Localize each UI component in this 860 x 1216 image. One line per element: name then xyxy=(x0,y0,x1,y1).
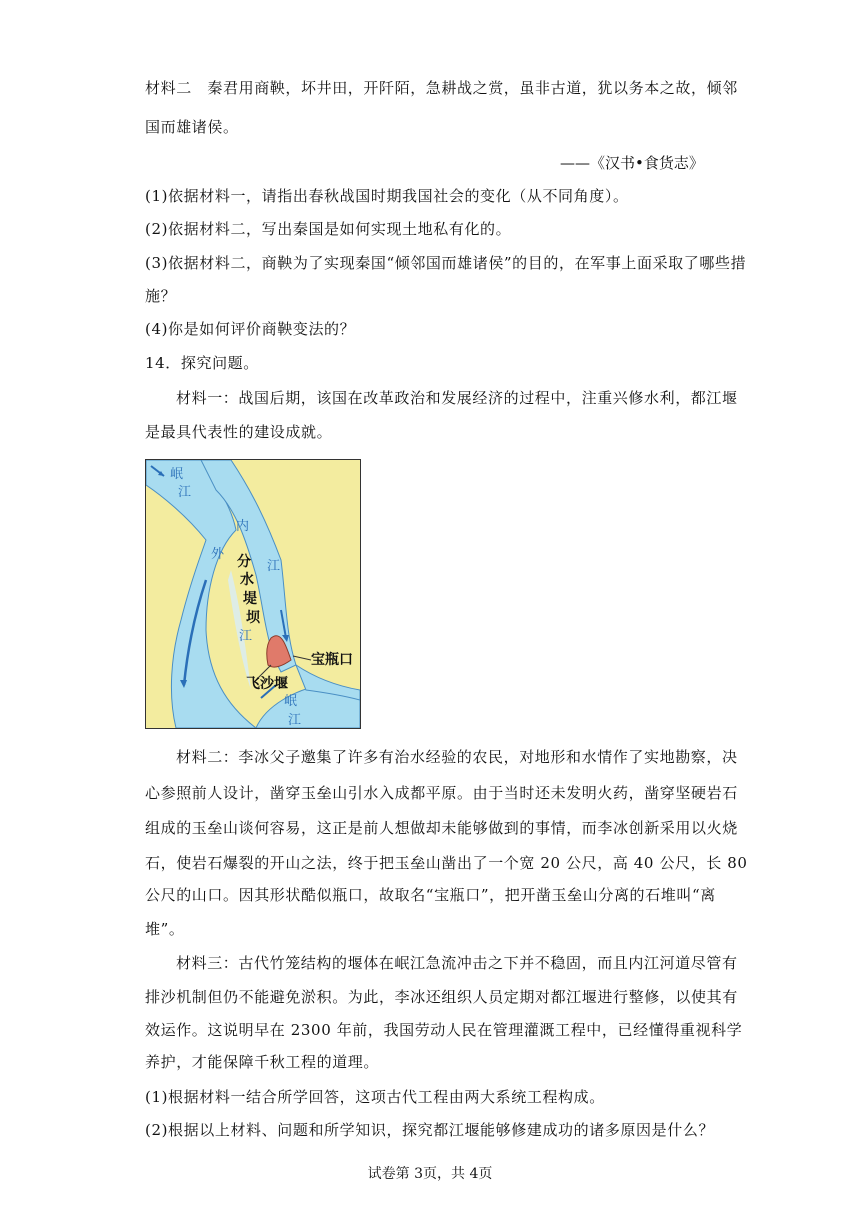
map-label-min-bottom: 岷 xyxy=(284,694,298,709)
map-label-wai: 外 xyxy=(211,547,225,562)
q14-material1-line1: 材料一：战国后期，该国在改革政治和发展经济的过程中，注重兴修水利，都江堰 xyxy=(176,389,738,407)
question-13-1: (1)依据材料一，请指出春秋战国时期我国社会的变化（从不同角度）。 xyxy=(145,187,629,205)
map-label-min-top: 岷 xyxy=(170,467,184,482)
map-label-nei: 内 xyxy=(236,519,250,534)
material2-line2: 国而雄诸侯。 xyxy=(145,118,239,136)
question-13-4: (4)你是如何评价商鞅变法的？ xyxy=(145,320,356,338)
question-14-title: 14．探究问题。 xyxy=(145,354,259,372)
question-14-1: (1)根据材料一结合所学回答，这项古代工程由两大系统工程构成。 xyxy=(145,1088,605,1106)
map-label-feishayan: 飞沙堰 xyxy=(246,676,288,692)
question-13-3-cont: 施？ xyxy=(145,287,177,305)
q14-material2-line6: 堆”。 xyxy=(145,920,185,938)
q14-material3-line2: 排沙机制但仍不能避免淤积。为此，李冰还组织人员定期对都江堰进行整修，以使其有 xyxy=(145,988,738,1006)
map-label-dam-4: 坝 xyxy=(246,610,260,626)
dujiangyan-map-graphic xyxy=(146,460,360,728)
q14-material3-line3: 效运作。这说明早在 2300 年前，我国劳动人民在管理灌溉工程中，已经懂得重视科学 xyxy=(145,1021,743,1039)
q14-material2-line1: 材料二：李冰父子邀集了许多有治水经验的农民，对地形和水情作了实地勘察，决 xyxy=(176,748,738,766)
map-label-min-top2: 江 xyxy=(178,485,192,500)
q14-material2-line2: 心参照前人设计，凿穿玉垒山引水入成都平原。由于当时还未发明火药，凿穿坚硬岩石 xyxy=(145,784,738,802)
q14-material2-line4: 石，使岩石爆裂的开山之法，终于把玉垒山凿出了一个宽 20 公尺，高 40 公尺，长 80 xyxy=(145,854,748,872)
question-14-2: (2)根据以上材料、问题和所学知识，探究都江堰能够修建成功的诸多原因是什么？ xyxy=(145,1121,715,1139)
page-footer: 试卷第 3页，共 4页 xyxy=(367,1166,493,1182)
q14-material2-line3: 组成的玉垒山谈何容易，这正是前人想做却未能够做到的事情，而李冰创新采用以火烧 xyxy=(145,819,738,837)
q14-material2-line5: 公尺的山口。因其形状酷似瓶口，故取名“宝瓶口”，把开凿玉垒山分离的石堆叫“离 xyxy=(145,886,716,904)
q14-material1-line2: 是最具代表性的建设成就。 xyxy=(145,423,333,441)
q14-material3-line4: 养护，才能保障千秋工程的道理。 xyxy=(145,1053,380,1071)
dujiangyan-map xyxy=(145,459,361,729)
question-13-3: (3)依据材料二，商鞅为了实现秦国“倾邻国而雄诸侯”的目的，在军事上面采取了哪些措 xyxy=(145,254,747,272)
q14-material3-line1: 材料三：古代竹笼结构的堰体在岷江急流冲击之下并不稳固，而且内江河道尽管有 xyxy=(176,954,738,972)
question-13-2: (2)依据材料二，写出秦国是如何实现土地私有化的。 xyxy=(145,220,512,238)
material2-source: ——《汉书•食货志》 xyxy=(560,154,704,172)
map-label-min-bottom2: 江 xyxy=(288,713,302,728)
map-label-dam-1: 分 xyxy=(237,554,251,570)
material2-line1: 材料二 秦君用商鞅，坏井田，开阡陌，急耕战之赏，虽非古道，犹以务本之故，倾邻 xyxy=(145,79,738,97)
map-label-baopingkou: 宝瓶口 xyxy=(311,652,353,668)
map-label-nei-jiang: 江 xyxy=(267,559,281,574)
map-label-wai-jiang: 江 xyxy=(239,629,253,644)
map-label-dam-2: 水 xyxy=(240,572,254,588)
map-label-dam-3: 堤 xyxy=(243,591,257,607)
